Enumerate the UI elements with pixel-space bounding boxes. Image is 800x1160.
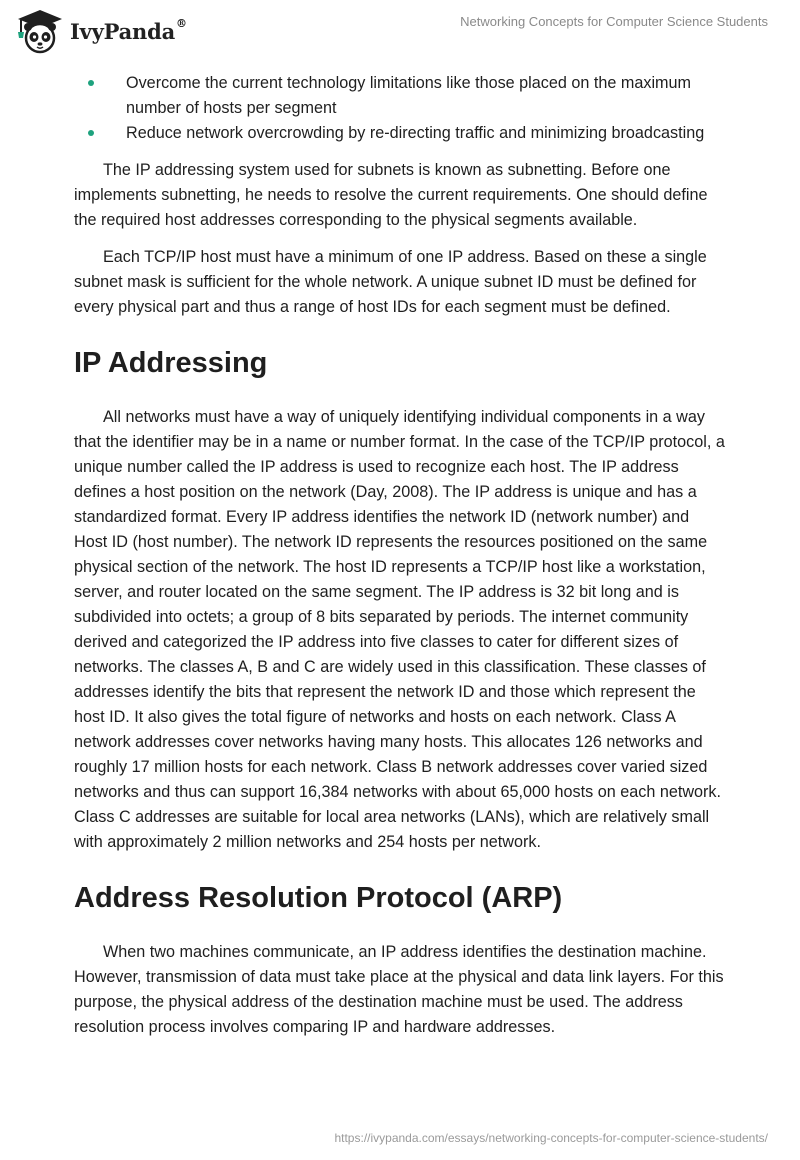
source-url[interactable]: https://ivypanda.com/essays/networking-concepts-for-computer-science-students/: [334, 1131, 768, 1145]
panda-graduate-icon: [16, 8, 64, 54]
bullet-dot-icon: [88, 130, 94, 136]
page-header: [0, 0, 800, 60]
heading-ip-addressing: IP Addressing: [74, 347, 268, 379]
paragraph-subnetting: The IP addressing system used for subnets is known as subnetting. Before one implements subnetting, he needs to resolve the current requirements. One should define the required host addresses corresponding to the physical segments available.: [74, 161, 708, 229]
registered-mark: ®: [176, 16, 187, 30]
brand-name: IvyPanda®: [70, 16, 187, 44]
list-item-text: Overcome the current technology limitations like those placed on the maximum number of hosts per segment: [126, 74, 692, 117]
paragraph-tcpip-host: Each TCP/IP host must have a minimum of one IP address. Based on these a single subnet mask is sufficient for the whole network. A unique subnet ID must be defined for every physical part and thus a range of host IDs for each segment must be defined.: [74, 248, 707, 316]
paragraph-arp: When two machines communicate, an IP address identifies the destination machine. However, transmission of data must take place at the physical and data link layers. For this purpose, the physical address of the destination machine must be used. The address resolution process involves comparing IP and hardware addresses.: [74, 943, 724, 1036]
paragraph-ip-addressing: All networks must have a way of uniquely identifying individual components in a way that the identifier may be in a name or number format. In the case of the TCP/IP protocol, a unique number called the IP address is used to recognize each host. The IP address defines a host position on the network (Day, 2008). The IP address is unique and has a standardized format. Every IP address identifies the network ID (network number) and Host ID (host number). The network ID represents the resources positioned on the same physical section of the network. The host ID represents a TCP/IP host like a workstation, server, and router located on the same segment. The IP address is 32 bit long and is subdivided into octets; a group of 8 bits separated by periods. The internet community derived and categorized the IP address into five classes to cater for different sizes of networks. The classes A, B and C are widely used in this classification. These classes of addresses identify the bits that represent the network ID and those which represent the host ID. It also gives the total figure of networks and hosts on each network. Class A network addresses cover networks having many hosts. This allocates 126 networks and roughly 17 million hosts for each network. Class B network addresses cover varied sized networks and thus can support 16,384 networks with about 65,000 hosts on each network. Class C addresses are suitable for local area networks (LANs), which are relatively small with approximately 2 million networks and 254 hosts per network.: [74, 408, 725, 851]
bullet-dot-icon: [88, 80, 94, 86]
ivypanda-logo[interactable]: [16, 8, 187, 54]
list-item-text: Reduce network overcrowding by re-directing traffic and minimizing broadcasting: [126, 124, 705, 142]
list-item: [74, 121, 726, 146]
bullet-list: [74, 71, 726, 146]
essay-content: [74, 71, 726, 1040]
list-item: [74, 71, 726, 121]
heading-arp: Address Resolution Protocol (ARP): [74, 882, 563, 914]
document-title: Networking Concepts for Computer Science Students: [460, 14, 768, 29]
